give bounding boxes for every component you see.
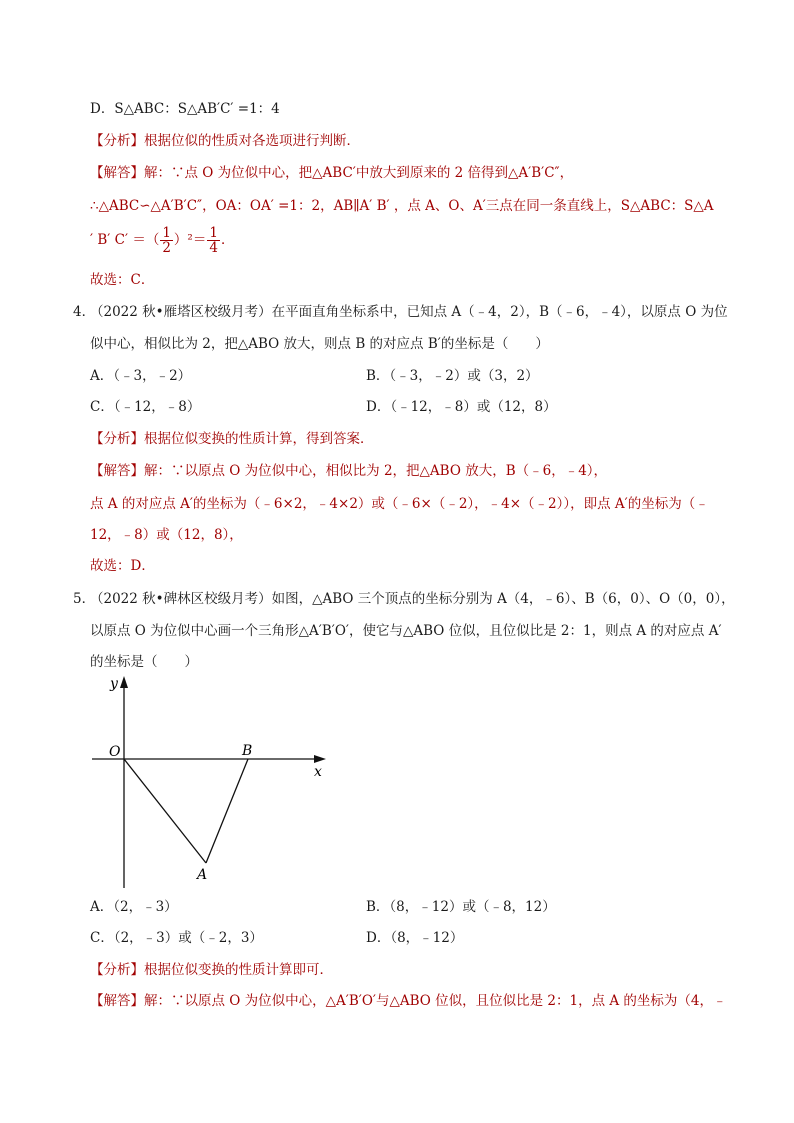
q4-answer-line1 xyxy=(90,461,607,481)
fraction-denominator: 2 xyxy=(162,240,171,256)
fraction-one-half xyxy=(160,226,173,255)
segment-ab xyxy=(206,759,248,863)
prev-answer-line2: ∴△ABC∽△A′B′C″，OA：OA′ =1：2，AB∥A′ B′ ，点 A、O、A′三点在同一条直线上，S△ABC：S△A xyxy=(90,198,714,214)
segment-oa xyxy=(124,759,206,863)
label-x: x xyxy=(314,764,322,780)
prev-answer-line3 xyxy=(90,226,234,255)
analysis-text: 根据位似变换的性质计算即可． xyxy=(144,962,333,978)
q4-option-d: D．（﹣12，﹣8）或（12，8） xyxy=(366,399,557,415)
answer-text: 解：∵点 O 为位似中心，把△ABC′中放大到原来的 2 倍得到△A′B′C″， xyxy=(144,165,574,181)
q4-option-b: B．（﹣3，﹣2）或（3，2） xyxy=(366,368,539,384)
q4-analysis xyxy=(90,429,374,449)
q4-answer-line2: 点 A 的对应点 A′的坐标为（﹣6×2，﹣4×2）或（﹣6×（﹣2），﹣4×（﹣2）），即点 A′的坐标为（﹣ xyxy=(90,496,709,512)
fraction-denominator: 4 xyxy=(209,240,218,256)
fraction-numerator: 1 xyxy=(162,225,171,241)
prev-answer-line1 xyxy=(90,163,573,183)
analysis-tag: 【分析】 xyxy=(90,431,144,447)
q5-option-d: D．（8，﹣12） xyxy=(366,930,464,946)
x-axis-arrow-icon xyxy=(314,755,326,763)
q4-option-a: A．（﹣3，﹣2） xyxy=(90,368,192,384)
q5-option-a: A．（2，﹣3） xyxy=(90,899,178,915)
analysis-text: 根据位似的性质对各选项进行判断． xyxy=(144,133,360,149)
label-b: B xyxy=(242,743,253,759)
prev-option-d: D．S△ABC：S△AB′C′ =1：4 xyxy=(90,101,280,117)
fraction-one-quarter xyxy=(207,226,220,255)
q5-stem-line1: （2022 秋•碑林区校级月考）如图，△ABO 三个顶点的坐标分别为 A（4，﹣6）、B（6，0）、O（0，0）， xyxy=(90,591,735,607)
prev-choice: 故选：C． xyxy=(90,272,155,288)
q4-number: 4． xyxy=(73,304,96,320)
q4-answer-line3: 12，﹣8）或（12，8）， xyxy=(90,527,243,543)
answer-tag: 【解答】 xyxy=(90,993,144,1009)
label-a: A xyxy=(197,867,208,883)
answer-tag: 【解答】 xyxy=(90,165,144,181)
q4-option-c: C．（﹣12，﹣8） xyxy=(90,399,201,415)
q5-analysis xyxy=(90,960,333,980)
answer-text-prefix: ′ B′ C′ ＝（ xyxy=(90,232,160,248)
label-y: y xyxy=(110,676,118,692)
q5-option-b: B．（8，﹣12）或（﹣8，12） xyxy=(366,899,556,915)
answer-text: 解：∵以原点 O 为位似中心，相似比为 2，把△ABO 放大，B（﹣6，﹣4）， xyxy=(144,463,608,479)
q5-answer-line1 xyxy=(90,991,727,1011)
q5-stem-line3: 的坐标是（ ） xyxy=(90,654,198,670)
label-o: O xyxy=(109,744,121,760)
answer-text-end: ． xyxy=(220,232,235,248)
q5-coordinate-figure xyxy=(80,670,340,895)
analysis-tag: 【分析】 xyxy=(90,962,144,978)
answer-tag: 【解答】 xyxy=(90,463,144,479)
q4-stem-line1: （2022 秋•雁塔区校级月考）在平面直角坐标系中，已知点 A（﹣4，2），B（﹣6，﹣4），以原点 O 为位 xyxy=(90,304,728,320)
answer-text: 解：∵以原点 O 为位似中心，△A′B′O′与△ABO 位似，且位似比是 2：1，点 A 的坐标为（4，﹣ xyxy=(144,993,727,1009)
analysis-text: 根据位似变换的性质计算，得到答案． xyxy=(144,431,374,447)
answer-text-mid: ）²＝ xyxy=(173,232,207,248)
q4-stem-line2: 似中心，相似比为 2，把△ABO 放大，则点 B 的对应点 B′的坐标是（ ） xyxy=(90,336,549,352)
q4-choice: 故选：D． xyxy=(90,558,155,574)
q5-option-c: C．（2，﹣3）或（﹣2，3） xyxy=(90,930,263,946)
fraction-numerator: 1 xyxy=(209,225,218,241)
prev-analysis xyxy=(90,131,360,151)
y-axis-arrow-icon xyxy=(120,676,128,688)
q5-stem-line2: 以原点 O 为位似中心画一个三角形△A′B′O′，使它与△ABO 位似，且位似比是 2：1，则点 A 的对应点 A′ xyxy=(90,623,722,639)
q5-number: 5． xyxy=(73,591,96,607)
analysis-tag: 【分析】 xyxy=(90,133,144,149)
